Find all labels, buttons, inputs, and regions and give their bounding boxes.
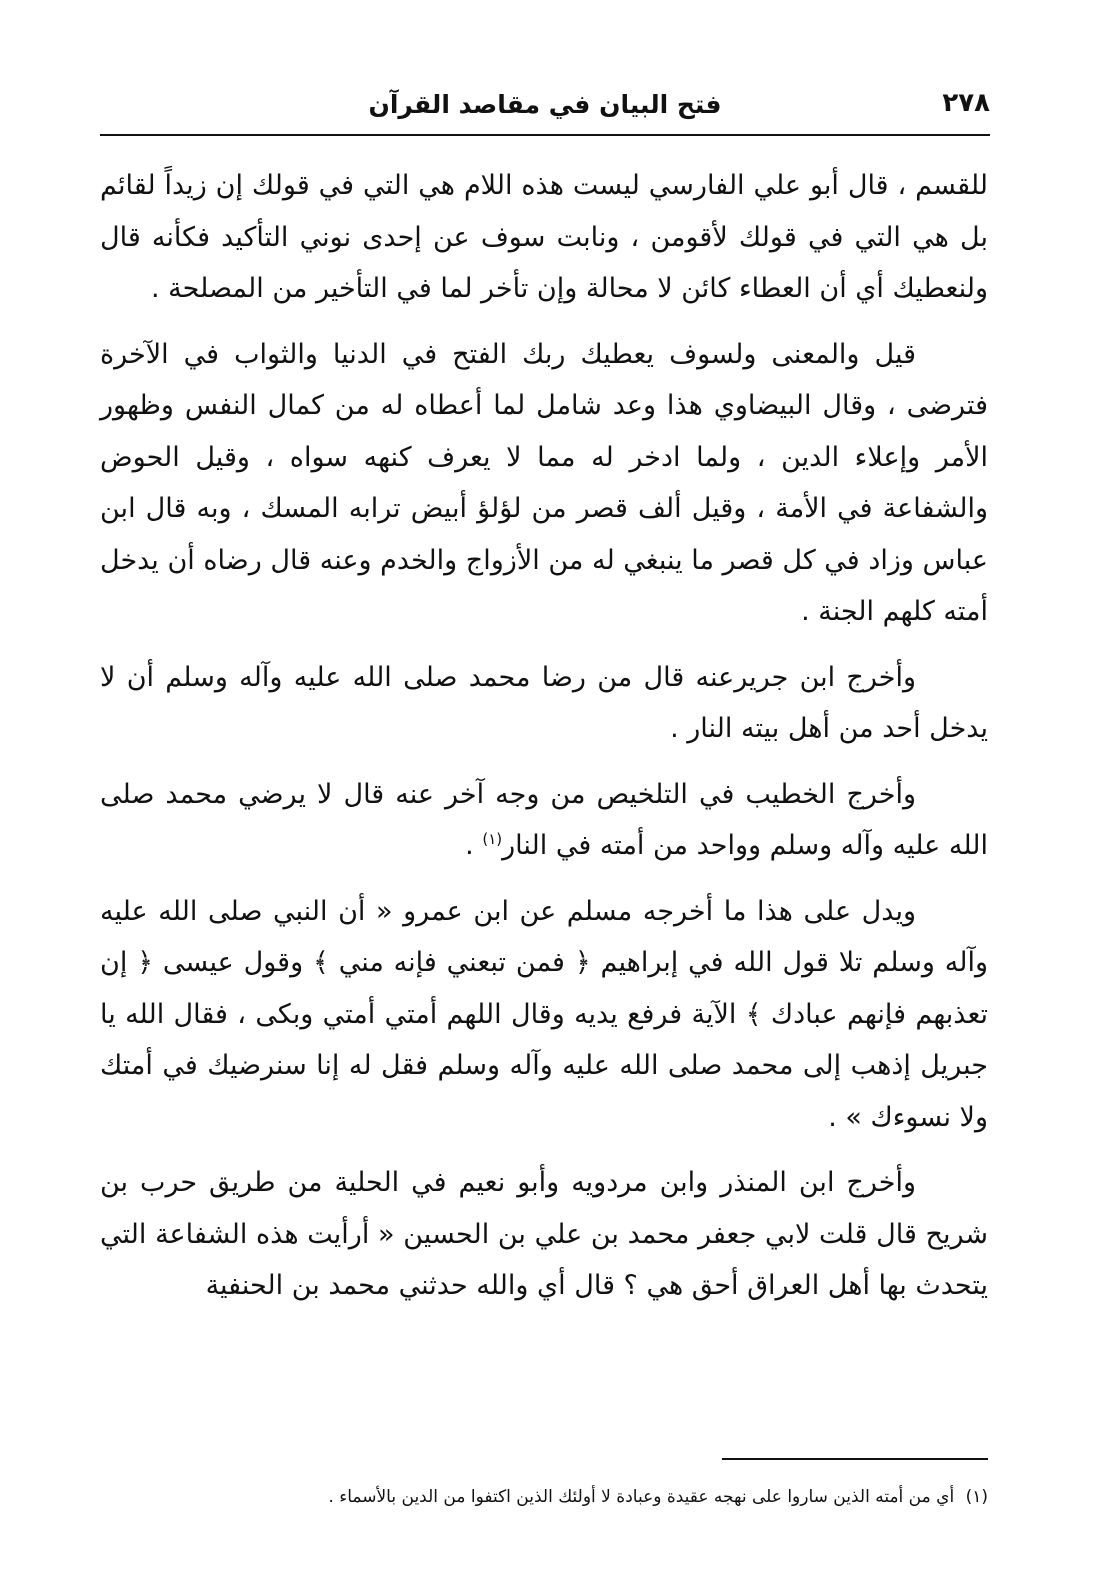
paragraph-5: ويدل على هذا ما أخرجه مسلم عن ابن عمرو « أن النبي صلى الله عليه وآله وسلم تلا قول الله في إبراهيم ﴿ فمن تبعني فإنه مني ﴾ وقول عيسى ﴿ إن تعذبهم فإنهم عبادك ﴾ الآية فرفع يديه وقال اللهم أمتي أمتي وبكى ، فقال الله يا جبريل إذهب إلى محمد صلى الله عليه وآله وسلم فقل له إنا سنرضيك في أمتك ولا نسوءك » .: [100, 895, 988, 1133]
paragraph-4-text: وأخرج الخطيب في التلخيص من وجه آخر عنه قال لا يرضي محمد صلى الله عليه وآله وسلم وواحد من أمته في النار: [100, 778, 988, 861]
paragraph-2: قيل والمعنى ولسوف يعطيك ربك الفتح في الدنيا والثواب في الآخرة فترضى ، وقال البيضاوي هذا وعد شامل لما أعطاه له من كمال النفس وظهور الأمر وإعلاء الدين ، ولما ادخر له مما لا يعرف كنهه سواه ، وقيل الحوض والشفاعة في الأمة ، وقيل ألف قصر من لؤلؤ أبيض ترابه المسك ، وبه قال ابن عباس وزاد في كل قصر ما ينبغي له من الأزواج والخدم وعنه قال رضاه أن يدخل أمته كلهم الجنة .: [100, 338, 988, 627]
footnote-marker: (١): [965, 1487, 988, 1507]
header-rule: [100, 134, 990, 136]
paragraph-1: للقسم ، قال أبو علي الفارسي ليست هذه اللام هي التي في قولك إن زيداً لقائم بل هي التي في قولك لأقومن ، ونابت سوف عن إحدى نوني التأكيد فكأنه قال ولنعطيك أي أن العطاء كائن لا محالة وإن تأخر لما في التأخير من المصلحة .: [100, 170, 988, 304]
paragraph-4: [100, 769, 988, 872]
page-header: [100, 82, 990, 130]
running-title: فتح البيان في مقاصد القرآن: [368, 90, 722, 119]
paragraph-6: وأخرج ابن المنذر وابن مردويه وأبو نعيم في الحلية من طريق حرب بن شريح قال قلت لابي جعفر محمد بن علي بن الحسين « أرأيت هذه الشفاعة التي يتحدث بها أهل العراق أحق هي ؟ قال أي والله حدثني محمد بن الحنفية: [100, 1167, 988, 1301]
paragraph-4-end: .: [465, 830, 483, 861]
main-text: [100, 160, 988, 1326]
page-number: ٢٧٨: [942, 88, 990, 118]
footnote: [100, 1484, 988, 1510]
footnote-rule: [722, 1458, 988, 1460]
footnote-reference[interactable]: (١): [482, 830, 503, 848]
footnote-text: أي من أمته الذين ساروا على نهجه عقيدة وعبادة لا أولئك الذين اكتفوا من الدين بالأسماء .: [328, 1487, 955, 1507]
paragraph-3: وأخرج ابن جريرعنه قال من رضا محمد صلى الله عليه وآله وسلم أن لا يدخل أحد من أهل بيته النار .: [100, 661, 988, 744]
